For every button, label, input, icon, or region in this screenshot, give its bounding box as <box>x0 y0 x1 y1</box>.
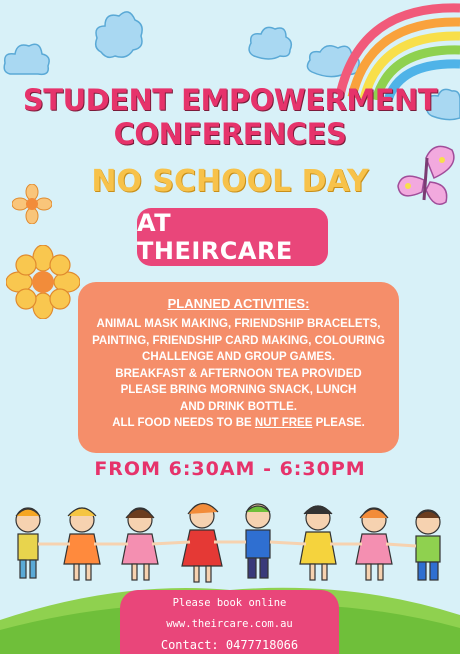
website-link[interactable]: www.theircare.com.au <box>166 618 293 630</box>
food-note-text: ALL FOOD NEEDS TO BE <box>112 417 255 429</box>
food-note-text-end: PLEASE. <box>312 417 365 429</box>
contact-phone[interactable]: Contact: 0477718066 <box>160 638 299 652</box>
activities-line <box>78 415 399 432</box>
activities-line: ANIMAL MASK MAKING, FRIENDSHIP BRACELETS, <box>96 318 381 330</box>
activities-line: BREAKFAST & AFTERNOON TEA PROVIDED <box>115 367 362 380</box>
venue-badge: AT THEIRCARE <box>137 208 328 266</box>
activities-line: PLEASE BRING MORNING SNACK, LUNCH <box>120 384 357 396</box>
flower-icon <box>6 245 80 319</box>
activities-line: CHALLENGE AND GROUP GAMES. <box>142 351 335 363</box>
activities-heading: PLANNED ACTIVITIES: <box>167 296 310 311</box>
cloud-icon <box>2 36 52 86</box>
cloud-icon <box>93 4 145 64</box>
contact-box <box>120 590 339 654</box>
cloud-icon <box>246 22 294 64</box>
subtitle: NO SCHOOL DAY <box>91 164 369 199</box>
opening-hours: FROM 6:30AM - 6:30PM <box>94 458 366 480</box>
nut-free-text: NUT FREE <box>254 417 313 429</box>
booking-note: Please book online <box>172 597 287 609</box>
activities-line: AND DRINK BOTTLE. <box>180 400 297 413</box>
title-line-2: CONFERENCES <box>113 117 347 151</box>
activities-panel <box>78 282 399 453</box>
activities-line: PAINTING, FRIENDSHIP CARD MAKING, COLOURING <box>92 334 385 347</box>
title-line-1: STUDENT EMPOWERMENT <box>22 83 438 117</box>
children-illustration <box>6 492 454 592</box>
child-figure <box>16 508 40 578</box>
